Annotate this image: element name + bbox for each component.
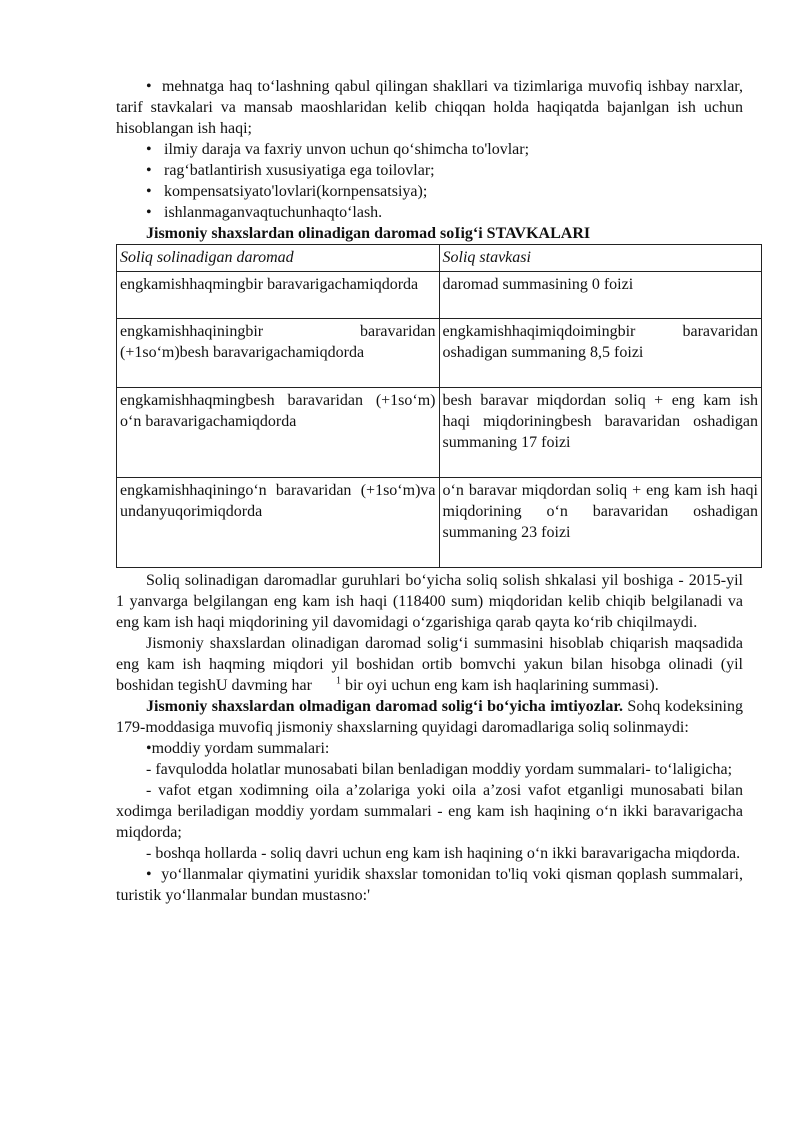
paragraph-scale: Soliq solinadigan daromadlar guruhlari bo‘yicha soliq solish shkalasi yil boshiga - 2015-yil 1 yanvarga belgilangan eng kam ish haqi (118400 sum) miqdoridan kelib chiqib belgilanadi va eng kam ish haqi miqdorining yil davomidagi o‘zgarishiga qarab qayta ko‘rib chiqilmaydi. (116, 572, 743, 631)
paragraph-calculation (116, 633, 743, 696)
list-material-aid: •moddiy yordam summalari: (146, 740, 330, 757)
paragraph-text: Jismoniy shaxslardan olinadigan daromad solig‘i summasini hisoblab chiqarish maqsadida eng kam ish haqming miqdori yil boshidan ortib bomvchi yakun bilan hisobga olinadi (yil boshidan tegishU davming har (116, 635, 743, 694)
paragraph-exemptions (116, 696, 743, 738)
bullet-marker: • (146, 141, 152, 158)
bullet-marker: • (146, 204, 152, 221)
cell-income: engkamishhaqmingbesh baravaridan (+1so‘m) o‘n baravarigachamiqdorda (117, 388, 440, 478)
bullet-marker: • (146, 162, 152, 179)
table-row (117, 319, 762, 388)
bullet-incentive (116, 160, 743, 181)
bullet-vouchers (116, 864, 743, 906)
document-body (116, 76, 758, 906)
bullet-text: ilmiy daraja va faxriy unvon uchun qo‘shimcha to'lovlar; (164, 141, 530, 158)
footnote-marker: 1 (335, 675, 341, 687)
bullet-compensation (116, 181, 743, 202)
paragraph-text: bir oyi uchun eng kam ish haqlarining summasi). (344, 677, 659, 694)
paragraph-text: Sohq kodeksining 179-moddasiga muvofiq jismoniy shaxslarning quyidagi daromadlariga soliq solinmaydi: (116, 698, 743, 736)
cell-rate: engkamishhaqimiqdoimingbir baravaridan oshadigan summaning 8,5 foizi (439, 319, 762, 388)
cell-rate: o‘n baravar miqdordan soliq + eng kam ish haqi miqdorining o‘n baravaridan oshadigan summaning 23 foizi (439, 478, 762, 568)
bullet-text: yo‘llanmalar qiymatini yuridik shaxslar tomonidan to'liq voki qisman qoplash summalari, turistik yo‘llanmalar bundan mustasno:' (116, 866, 744, 904)
bullet-unworked-time (116, 202, 743, 223)
header-income: Soliq solinadigan daromad (117, 245, 440, 272)
bullet-text: rag‘batlantirish xususiyatiga ega toilovlar; (164, 162, 435, 179)
cell-rate: daromad summasining 0 foizi (439, 272, 762, 319)
table-header-row (117, 245, 762, 272)
table-title: Jismoniy shaxslardan olinadigan daromad soIig‘i STAVKALARI (146, 225, 591, 242)
cell-income: engkamishhaqiningo‘n baravaridan (+1so‘m)va undanyuqorimiqdorda (117, 478, 440, 568)
table-row (117, 272, 762, 319)
exemptions-heading: Jismoniy shaxslardan olmadigan daromad solig‘i bo‘yicha imtiyozlar. (146, 698, 623, 715)
cell-rate: besh baravar miqdordan soliq + eng kam ish haqi miqdoriningbesh baravaridan oshadigan summaning 17 foizi (439, 388, 762, 478)
list-death-aid: - vafot etgan xodimning oila a’zolariga yoki oila a’zosi vafot etganligi munosabati bilan xodimga beriladigan moddiy yordam summalari - eng kam ish haqining o‘n ikki baravarigacha miqdorda; (116, 782, 743, 841)
bullet-text: ishlanmaganvaqtuchunhaqto‘lash. (164, 204, 383, 221)
table-row (117, 388, 762, 478)
list-emergency-aid: - favqulodda holatlar munosabati bilan benladigan moddiy yordam summalari- to‘laligicha; (146, 761, 733, 778)
list-other-cases: - boshqa hollarda - soliq davri uchun eng kam ish haqining o‘n ikki baravarigacha miqdorda. (146, 845, 741, 862)
cell-income: engkamishhaqiningbir baravaridan (+1so‘m)besh baravarigachamiqdorda (117, 319, 440, 388)
cell-income: engkamishhaqmingbir baravarigachamiqdorda (117, 272, 440, 319)
tax-rates-table (116, 244, 762, 568)
bullet-wage (116, 76, 743, 139)
bullet-text: kompensatsiyato'lovlari(kornpensatsiya); (164, 183, 428, 200)
bullet-marker: • (146, 78, 152, 95)
bullet-marker: • (146, 183, 152, 200)
header-rate: Soliq stavkasi (439, 245, 762, 272)
bullet-degree (116, 139, 743, 160)
bullet-marker: • (146, 866, 152, 883)
bullet-text: mehnatga haq to‘lashning qabul qilingan shakllari va tizimlariga muvofiq ishbay narxlar, tarif stavkalari va mansab maoshlaridan kelib chiqqan holda haqiqatda bajanlgan ish uchun hisoblangan ish haqi; (116, 78, 743, 137)
table-row (117, 478, 762, 568)
